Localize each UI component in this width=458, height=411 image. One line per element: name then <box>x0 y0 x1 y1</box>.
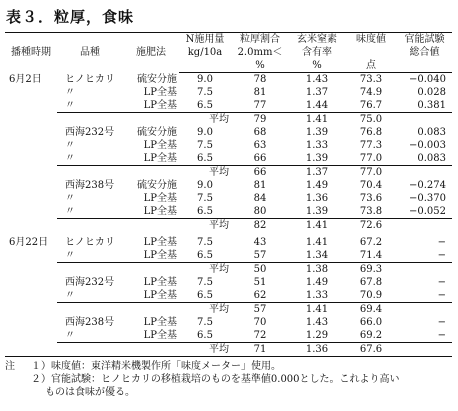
taste-value: 73.8 <box>359 206 383 217</box>
grain-value: 50 <box>231 263 289 277</box>
taste-value: 67.8 <box>359 277 383 288</box>
nitrogen-value: 1.39 <box>305 127 329 138</box>
header-sensory-blank <box>397 59 452 73</box>
taste-value: 76.7 <box>359 100 383 111</box>
data-table <box>5 32 452 357</box>
taste-value: 76.8 <box>359 127 383 138</box>
grain-value: 70 <box>253 317 267 328</box>
header-sensory-sub: 総合値 <box>409 47 440 58</box>
grain-value: 68 <box>253 127 267 138</box>
taste-value: 69.4 <box>345 303 397 317</box>
table-row <box>5 192 452 205</box>
fertilization-method: LP全基 <box>143 277 177 288</box>
n-amount: 9.0 <box>197 180 213 191</box>
header-taste-blank <box>345 46 397 59</box>
sensory-value: − <box>437 250 446 261</box>
grain-value: 77 <box>253 100 267 111</box>
nitrogen-value: 1.41 <box>289 219 345 233</box>
grain-value: 79 <box>231 113 289 127</box>
sensory-value: − <box>437 237 446 248</box>
fertilization-method: LP全基 <box>143 237 177 248</box>
nitrogen-value: 1.39 <box>305 206 329 217</box>
table-row <box>5 73 452 87</box>
variety: 〃 <box>65 330 75 341</box>
fertilization-method: LP全基 <box>143 87 177 98</box>
nitrogen-value: 1.33 <box>305 290 329 301</box>
header-sensory: 官能試験 <box>397 33 452 47</box>
sowing-date <box>5 179 57 192</box>
taste-value: 73.3 <box>359 74 383 85</box>
table-row <box>5 329 452 343</box>
header-grain-threshold: 2.0mm＜ <box>237 47 283 58</box>
sensory-value: −0.274 <box>408 180 446 191</box>
grain-value: 80 <box>253 206 267 217</box>
average-label: 平均 <box>57 219 231 233</box>
nitrogen-value: 1.38 <box>289 263 345 277</box>
table-row <box>5 126 452 139</box>
table-row <box>5 99 452 113</box>
grain-value: 66 <box>253 153 267 164</box>
variety: 〃 <box>65 206 75 217</box>
n-amount: 7.5 <box>197 317 213 328</box>
nitrogen-value: 1.43 <box>305 317 329 328</box>
sensory-value: −0.370 <box>408 193 446 204</box>
average-label: 平均 <box>57 166 231 180</box>
note-2: ２）官能試験：ヒノヒカリの移植栽培のものを基準値0.000とした。これより高い <box>31 374 400 385</box>
fertilization-method: LP全基 <box>143 193 177 204</box>
average-row <box>5 303 452 317</box>
table-row <box>5 276 452 289</box>
table-row <box>5 236 452 249</box>
table-row <box>5 289 452 303</box>
table-row <box>5 152 452 166</box>
n-amount: 7.5 <box>197 193 213 204</box>
header-taste-unit: 点 <box>345 59 397 73</box>
fertilization-method: LP全基 <box>143 153 177 164</box>
header-n-amount-unit: kg/10a <box>187 47 223 58</box>
sensory-value: 0.381 <box>417 100 446 111</box>
variety: 〃 <box>65 250 75 261</box>
sowing-date <box>5 86 57 99</box>
sowing-date <box>5 99 57 113</box>
sensory-value <box>397 219 452 233</box>
sensory-value <box>397 263 452 277</box>
sowing-date: 6月2日 <box>9 73 42 85</box>
taste-value: 75.0 <box>345 113 397 127</box>
nitrogen-value: 1.41 <box>305 237 329 248</box>
n-amount: 6.5 <box>197 100 213 111</box>
header-date: 播種時期 <box>5 33 57 73</box>
taste-value: 77.0 <box>345 166 397 180</box>
grain-value: 66 <box>231 166 289 180</box>
header-nitrogen-unit: % <box>289 59 345 73</box>
grain-value: 62 <box>253 290 267 301</box>
taste-value: 77.0 <box>359 153 383 164</box>
taste-value: 71.4 <box>359 250 383 261</box>
nitrogen-value: 1.39 <box>305 153 329 164</box>
nitrogen-value: 1.37 <box>305 87 329 98</box>
taste-value: 66.0 <box>359 317 383 328</box>
nitrogen-value: 1.41 <box>289 113 345 127</box>
average-label: 平均 <box>57 113 231 127</box>
sensory-value <box>397 303 452 317</box>
taste-value: 70.4 <box>359 180 383 191</box>
variety: 〃 <box>65 140 75 151</box>
table-row <box>5 139 452 152</box>
sowing-date <box>5 289 57 303</box>
nitrogen-value: 1.49 <box>305 180 329 191</box>
sensory-value <box>397 113 452 127</box>
sowing-date <box>5 316 57 329</box>
sensory-value: −0.003 <box>408 140 446 151</box>
sensory-value: − <box>437 317 446 328</box>
variety: 西海238号 <box>65 180 115 191</box>
variety: 西海232号 <box>65 127 115 138</box>
fertilization-method: LP全基 <box>143 206 177 217</box>
sensory-value: − <box>437 277 446 288</box>
fertilization-method: LP全基 <box>143 290 177 301</box>
table-row <box>5 249 452 263</box>
variety: 〃 <box>65 290 75 301</box>
nitrogen-value: 1.37 <box>289 166 345 180</box>
sowing-date <box>5 276 57 289</box>
fertilization-method: 硫安分施 <box>137 180 177 191</box>
taste-value: 73.6 <box>359 193 383 204</box>
sensory-value: 0.083 <box>417 153 446 164</box>
taste-value: 72.6 <box>345 219 397 233</box>
header-variety: 品種 <box>57 33 123 73</box>
nitrogen-value: 1.29 <box>305 330 329 341</box>
sensory-value <box>397 166 452 180</box>
variety: 西海232号 <box>65 277 115 288</box>
variety: 西海238号 <box>65 317 115 328</box>
grain-value: 71 <box>231 343 289 357</box>
sowing-date <box>5 126 57 139</box>
n-amount: 9.0 <box>197 74 213 85</box>
grain-value: 72 <box>253 330 267 341</box>
fertilization-method: LP全基 <box>143 250 177 261</box>
fertilization-method: LP全基 <box>143 100 177 111</box>
taste-value: 69.3 <box>345 263 397 277</box>
sensory-value <box>397 343 452 357</box>
n-amount: 6.5 <box>197 330 213 341</box>
grain-value: 81 <box>253 180 267 191</box>
notes-label: 注 <box>5 361 15 372</box>
blank-cell <box>5 263 57 277</box>
average-row <box>5 263 452 277</box>
nitrogen-value: 1.36 <box>305 193 329 204</box>
n-amount: 7.5 <box>197 237 213 248</box>
header-grain-unit: % <box>231 59 289 73</box>
sowing-date: 6月22日 <box>9 237 49 248</box>
sensory-value: 0.028 <box>417 87 446 98</box>
fertilization-method: 硫安分施 <box>137 127 177 138</box>
taste-value: 77.3 <box>359 140 383 151</box>
average-label: 平均 <box>57 263 231 277</box>
fertilization-method: LP全基 <box>143 317 177 328</box>
average-label: 平均 <box>57 303 231 317</box>
header-nitrogen: 玄米窒素 <box>289 33 345 47</box>
sowing-date <box>5 139 57 152</box>
n-amount: 6.5 <box>197 290 213 301</box>
header-fertilization: 施肥法 <box>123 33 179 73</box>
n-amount: 6.5 <box>197 153 213 164</box>
table-row <box>5 205 452 219</box>
grain-value: 57 <box>253 250 267 261</box>
variety: 〃 <box>65 153 75 164</box>
taste-value: 70.9 <box>359 290 383 301</box>
sensory-value: −0.052 <box>408 206 446 217</box>
table-row <box>5 179 452 192</box>
nitrogen-value: 1.43 <box>305 74 329 85</box>
variety: 〃 <box>65 193 75 204</box>
note-1: １）味度値：東洋精米機製作所「味度メーター」使用。 <box>31 361 281 372</box>
grain-value: 43 <box>253 237 267 248</box>
average-row <box>5 219 452 233</box>
taste-value: 67.2 <box>359 237 383 248</box>
fertilization-method: 硫安分施 <box>137 73 177 85</box>
blank-cell <box>5 166 57 180</box>
taste-value: 69.2 <box>359 330 383 341</box>
variety: 〃 <box>65 100 75 111</box>
header-grain-thickness: 粒厚割合 <box>231 33 289 47</box>
nitrogen-value: 1.41 <box>289 303 345 317</box>
average-row <box>5 343 452 357</box>
n-amount: 7.5 <box>197 277 213 288</box>
variety: 〃 <box>65 87 75 98</box>
n-amount: 7.5 <box>197 87 213 98</box>
note-2-continued: ものは食味が優る。 <box>45 387 135 398</box>
nitrogen-value: 1.36 <box>289 343 345 357</box>
table-body <box>5 73 452 357</box>
sensory-value: − <box>437 290 446 301</box>
table-title: 表３．粒厚，食味 <box>6 8 135 26</box>
average-row <box>5 113 452 127</box>
grain-value: 81 <box>253 87 267 98</box>
sowing-date <box>5 249 57 263</box>
blank-cell <box>5 343 57 357</box>
header-n-blank <box>179 59 231 73</box>
fertilization-method: LP全基 <box>143 330 177 341</box>
blank-cell <box>5 219 57 233</box>
blank-cell <box>5 303 57 317</box>
sowing-date <box>5 329 57 343</box>
nitrogen-value: 1.44 <box>305 100 329 111</box>
grain-value: 82 <box>231 219 289 233</box>
n-amount: 9.0 <box>197 127 213 138</box>
grain-value: 51 <box>253 277 267 288</box>
grain-value: 84 <box>253 193 267 204</box>
sowing-date <box>5 192 57 205</box>
fertilization-method: LP全基 <box>143 140 177 151</box>
sowing-date <box>5 205 57 219</box>
average-label: 平均 <box>57 343 231 357</box>
grain-value: 63 <box>253 140 267 151</box>
blank-cell <box>5 113 57 127</box>
sensory-value: − <box>437 330 446 341</box>
taste-value: 67.6 <box>345 343 397 357</box>
table-row <box>5 316 452 329</box>
n-amount: 7.5 <box>197 140 213 151</box>
n-amount: 6.5 <box>197 250 213 261</box>
header-n-amount: N施用量 <box>179 33 231 47</box>
variety: ヒノヒカリ <box>65 73 115 85</box>
sowing-date <box>5 152 57 166</box>
grain-value: 78 <box>253 74 267 85</box>
average-row <box>5 166 452 180</box>
nitrogen-value: 1.34 <box>305 250 329 261</box>
taste-value: 74.9 <box>359 87 383 98</box>
sensory-value: 0.083 <box>417 127 446 138</box>
grain-value: 57 <box>231 303 289 317</box>
n-amount: 6.5 <box>197 206 213 217</box>
sensory-value: −0.040 <box>408 74 446 85</box>
nitrogen-value: 1.49 <box>305 277 329 288</box>
variety: ヒノヒカリ <box>65 237 115 248</box>
header-taste: 味度値 <box>345 33 397 47</box>
table-row <box>5 86 452 99</box>
header-nitrogen-sub: 含有率 <box>302 47 332 58</box>
nitrogen-value: 1.33 <box>305 140 329 151</box>
